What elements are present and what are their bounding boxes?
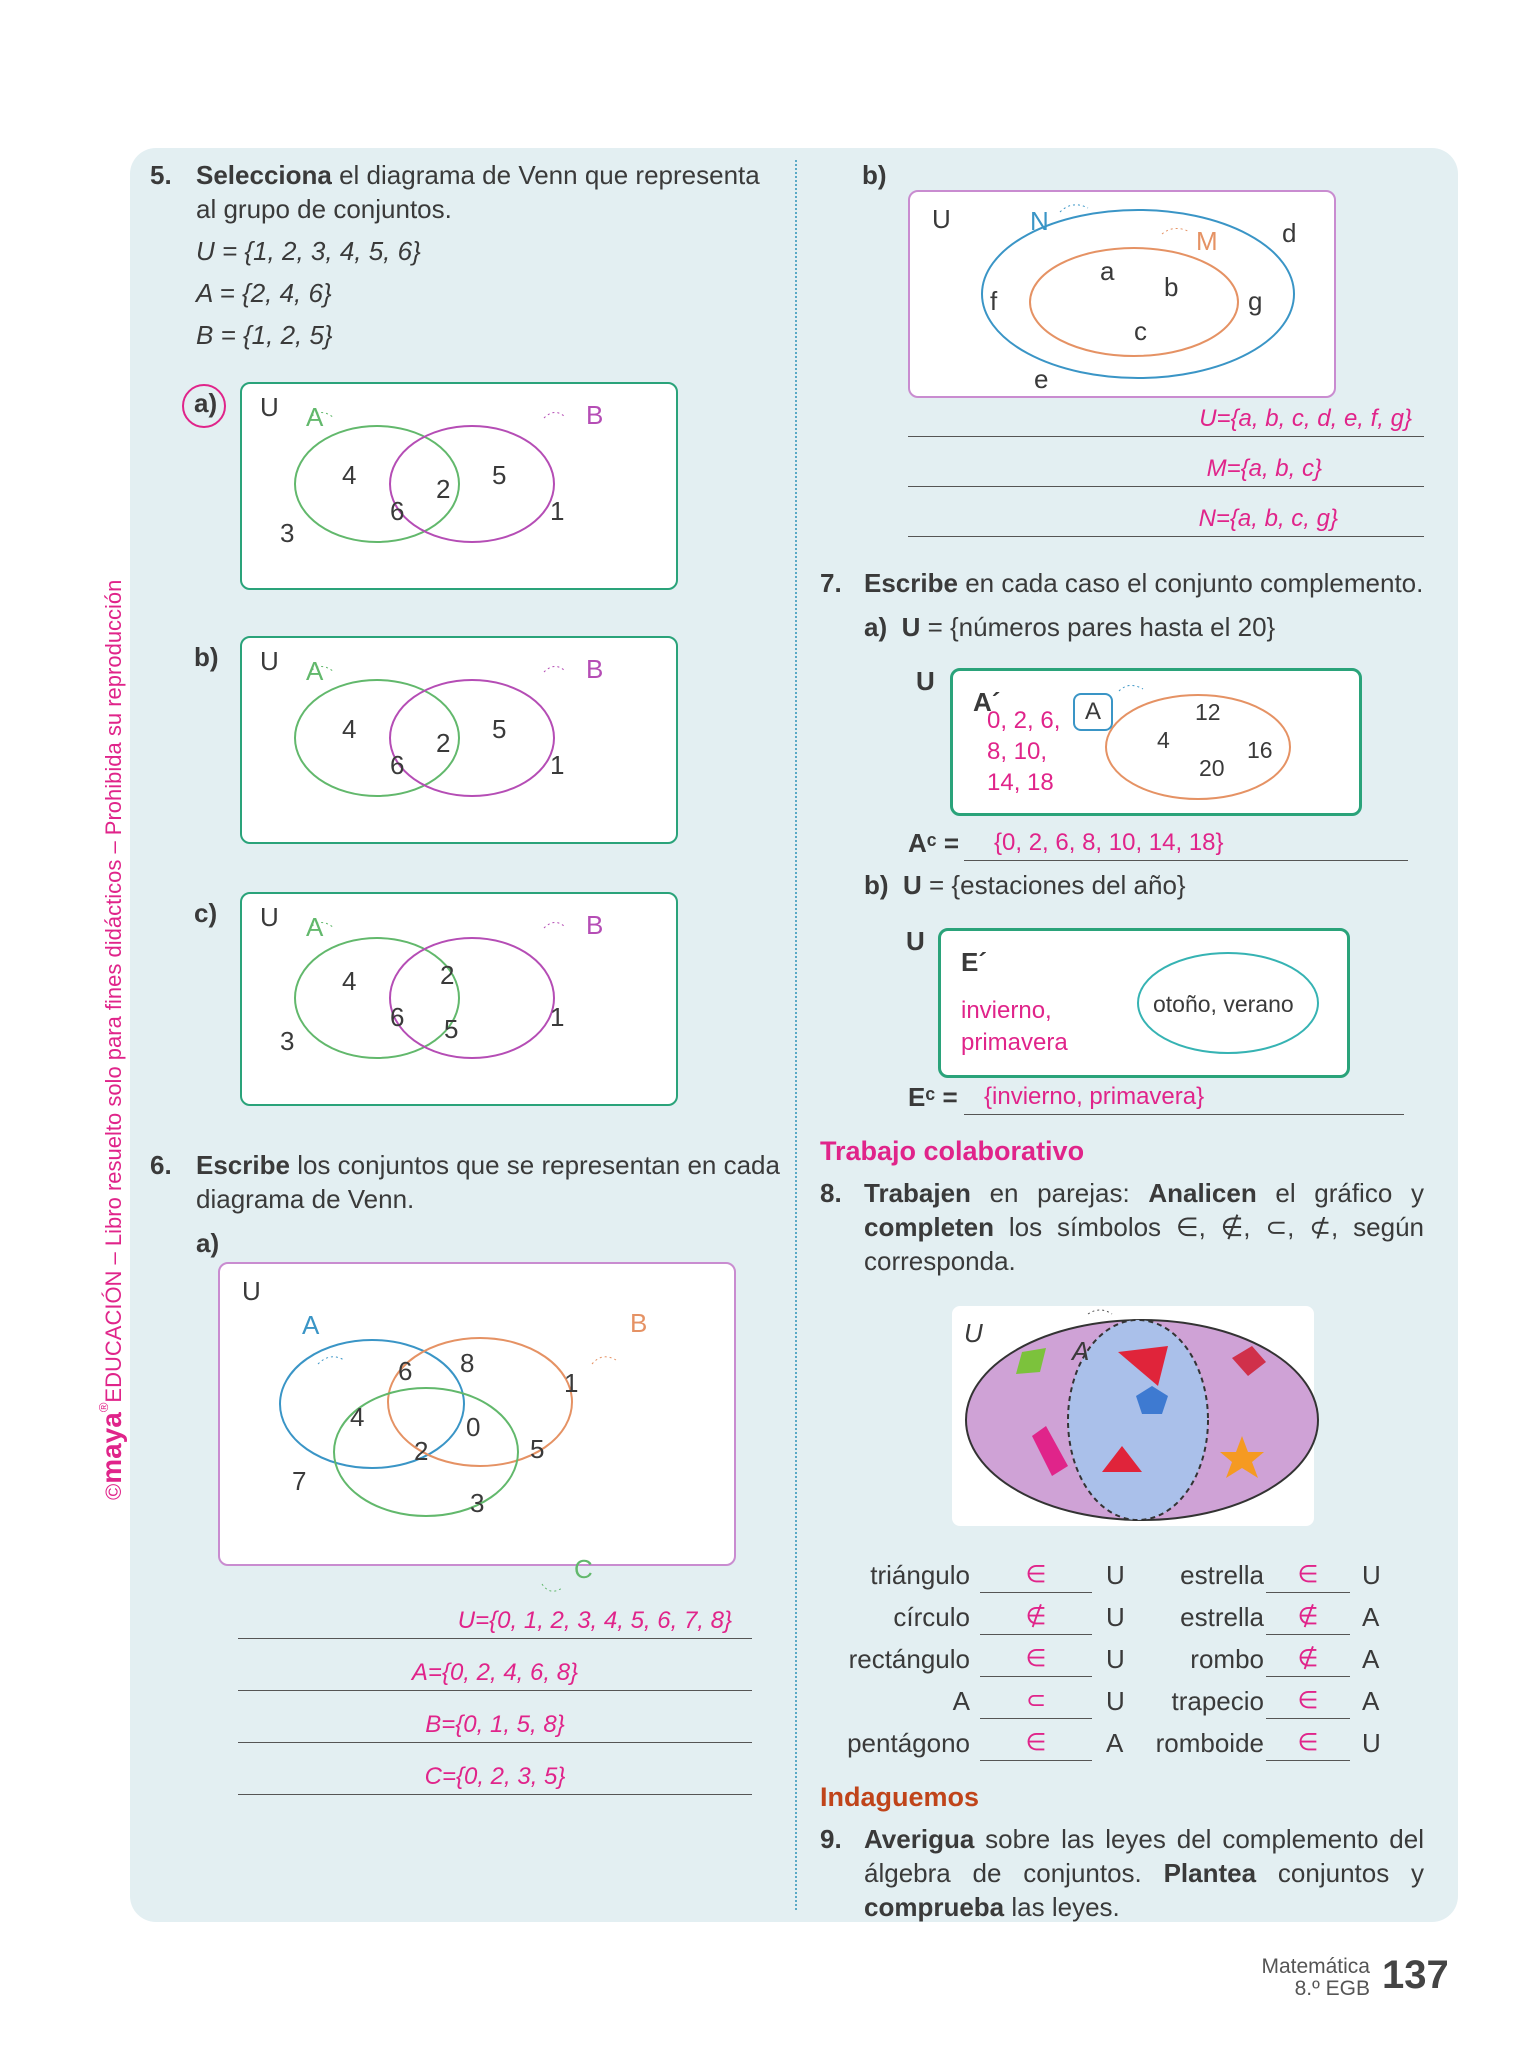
ex9-number: 9.	[820, 1824, 842, 1854]
set-a-circle	[280, 1340, 464, 1468]
answer-line[interactable]: U={0, 1, 2, 3, 4, 5, 6, 7, 8}	[238, 1604, 752, 1639]
element: d	[1282, 218, 1297, 248]
set-m-label: M	[1196, 226, 1218, 256]
row-set: A	[1362, 1644, 1380, 1674]
element: 5	[492, 714, 507, 744]
set-a-circle	[295, 938, 459, 1058]
complement-b-result-label: Eᶜ =	[908, 1082, 958, 1112]
option-c-label[interactable]: c)	[194, 898, 218, 928]
ex6-a-label: a)	[196, 1228, 220, 1258]
set-a-circle	[295, 680, 459, 796]
element: 4	[350, 1402, 365, 1432]
element: 12	[1195, 699, 1221, 725]
answer-line[interactable]: {0, 2, 6, 8, 10, 14, 18}	[964, 826, 1408, 861]
complement-elements: 0, 2, 6, 8, 10, 14, 18	[987, 707, 1061, 796]
element: 6	[390, 750, 405, 780]
complement-diagram-b	[938, 928, 1350, 1078]
element: a	[1100, 256, 1115, 286]
option-b-label[interactable]: b)	[194, 642, 219, 672]
universe-label: U	[932, 204, 951, 234]
section-title-indaguemos: Indaguemos	[820, 1782, 980, 1812]
ex5-statement: Selecciona el diagrama de Venn que representa	[196, 160, 760, 190]
symbol-blank[interactable]: ∈	[1266, 1726, 1350, 1761]
symbol-blank[interactable]: ∈	[980, 1558, 1092, 1593]
set-a-label: A	[306, 656, 324, 686]
set-a-circle	[295, 426, 459, 542]
answer-line[interactable]: A={0, 2, 4, 6, 8}	[238, 1656, 752, 1691]
inner-set-elements: otoño, verano	[1153, 991, 1294, 1017]
answer-line[interactable]: U={a, b, c, d, e, f, g}	[908, 402, 1424, 437]
row-label: estrella	[1180, 1602, 1264, 1632]
universe-label: U	[260, 392, 279, 422]
element: 4	[342, 714, 357, 744]
universe-label: U	[906, 926, 925, 956]
set-a-tag: A	[1073, 693, 1113, 731]
set-b-label: B	[586, 400, 604, 430]
section-title-collab: Trabajo colaborativo	[820, 1136, 1085, 1166]
set-n-label: N	[1030, 206, 1049, 236]
ex5-number: 5.	[150, 160, 172, 190]
set-b-label: B	[586, 910, 604, 940]
complement-diagram-a	[950, 668, 1362, 816]
symbol-blank[interactable]: ∈	[980, 1726, 1092, 1761]
element: 0	[466, 1412, 481, 1442]
row-set: A	[1106, 1728, 1124, 1758]
element: b	[1164, 272, 1179, 302]
element: 3	[280, 1026, 295, 1056]
element: f	[990, 286, 998, 316]
element: 5	[530, 1434, 545, 1464]
element: 1	[564, 1368, 579, 1398]
element: 1	[550, 750, 565, 780]
venn-option-b[interactable]	[240, 636, 678, 844]
answer-line[interactable]: {invierno, primavera}	[964, 1080, 1404, 1115]
row-set: A	[1362, 1686, 1380, 1716]
complement-elements: invierno, primavera	[961, 997, 1068, 1056]
symbol-blank[interactable]: ∈	[980, 1642, 1092, 1677]
ex6-statement: Escribe los conjuntos que se representan en cada	[196, 1150, 780, 1180]
universe-label: U	[242, 1276, 261, 1306]
footer-subject: Matemática	[1261, 1955, 1370, 1978]
element: 1	[550, 496, 565, 526]
row-label: romboide	[1155, 1728, 1264, 1758]
maya-logo: maya	[96, 1412, 127, 1484]
row-label: estrella	[1180, 1560, 1264, 1590]
set-b-label: B	[630, 1308, 648, 1338]
footer	[1180, 1956, 1370, 2000]
row-label: A	[952, 1686, 970, 1716]
symbol-blank[interactable]: ∉	[1266, 1600, 1350, 1635]
answer-line[interactable]: N={a, b, c, g}	[908, 502, 1424, 537]
row-set: U	[1362, 1560, 1381, 1590]
element: 6	[390, 496, 405, 526]
element: 7	[292, 1466, 307, 1496]
element: 3	[280, 518, 295, 548]
set-b-circle	[390, 938, 554, 1058]
ex7-b-statement: b) U = {estaciones del año}	[864, 870, 1186, 900]
universe-label: U	[916, 666, 935, 696]
set-u: U = {1, 2, 3, 4, 5, 6}	[196, 236, 421, 266]
set-a: A = {2, 4, 6}	[196, 278, 332, 308]
set-b-circle	[390, 680, 554, 796]
element: 8	[460, 1348, 475, 1378]
row-label: trapecio	[1171, 1686, 1264, 1716]
venn-ex6-a	[218, 1262, 736, 1566]
complement-label: A´	[973, 687, 1001, 717]
element: 2	[440, 960, 455, 990]
venn-ex6-b	[908, 190, 1336, 398]
set-a-label: A	[306, 402, 324, 432]
row-label: rombo	[1190, 1644, 1264, 1674]
set-a-label: A	[302, 1310, 320, 1340]
row-set: U	[1106, 1644, 1125, 1674]
element: 2	[436, 474, 451, 504]
row-set: A	[1362, 1602, 1380, 1632]
row-label: círculo	[893, 1602, 970, 1632]
row-label: pentágono	[847, 1728, 970, 1758]
ex9-statement: Averigua sobre las leyes del complemento del álgebra de conjuntos. Plantea conjuntos y comprueba las leyes.	[864, 1824, 1425, 1922]
row-set: U	[1362, 1728, 1381, 1758]
element: 16	[1247, 737, 1273, 763]
element: 5	[444, 1014, 459, 1044]
complement-label: E´	[961, 947, 987, 977]
element: 4	[342, 966, 357, 996]
ex8-number: 8.	[820, 1178, 842, 1208]
ex7-statement: Escribe en cada caso el conjunto complemento.	[864, 568, 1424, 598]
set-b: B = {1, 2, 5}	[196, 320, 333, 350]
complement-a-result-label: Aᶜ =	[908, 828, 960, 858]
set-b-circle	[390, 426, 554, 542]
answer-line[interactable]: M={a, b, c}	[908, 452, 1424, 487]
universe-label: U	[964, 1318, 983, 1348]
element: 1	[550, 1002, 565, 1032]
row-set: U	[1106, 1602, 1125, 1632]
ex6-b-label: b)	[862, 160, 887, 190]
page-number: 137	[1382, 1953, 1449, 1997]
ex6-number: 6.	[150, 1150, 172, 1180]
row-label: triángulo	[870, 1560, 970, 1590]
ex5-statement-2: al grupo de conjuntos.	[196, 194, 452, 224]
symbol-blank[interactable]: ∈	[1266, 1684, 1350, 1719]
answer-line[interactable]: B={0, 1, 5, 8}	[238, 1708, 752, 1743]
element: 6	[390, 1002, 405, 1032]
element: g	[1248, 286, 1263, 316]
ex8-statement: Trabajen en parejas: Analicen el gráfico y completen los símbolos ∈, ∉, ⊂, ⊄, según corresponda.	[864, 1178, 1424, 1276]
venn-option-c[interactable]	[240, 892, 678, 1106]
symbol-blank[interactable]: ∉	[1266, 1642, 1350, 1677]
ex7-number: 7.	[820, 568, 842, 598]
ex6-statement-2: diagrama de Venn.	[196, 1184, 415, 1214]
row-set: U	[1106, 1560, 1125, 1590]
element: 4	[342, 460, 357, 490]
element: c	[1134, 316, 1147, 346]
set-a-label: A	[306, 912, 324, 942]
shapes-graphic	[952, 1306, 1314, 1526]
element: 3	[470, 1488, 485, 1518]
side-note: ©maya®EDUCACIÓN – Libro resuelto solo para fines didácticos – Prohibida su reproducción	[96, 579, 127, 1500]
set-b-label: B	[586, 654, 604, 684]
universe-label: U	[260, 646, 279, 676]
answer-line[interactable]: C={0, 2, 3, 5}	[238, 1760, 752, 1795]
element: 5	[492, 460, 507, 490]
row-label: rectángulo	[848, 1644, 970, 1674]
venn-option-a[interactable]	[240, 382, 678, 590]
symbol-blank[interactable]: ∉	[980, 1600, 1092, 1635]
set-a-label: A	[1072, 1336, 1090, 1366]
row-set: U	[1106, 1686, 1125, 1716]
element: e	[1034, 364, 1049, 394]
universe-label: U	[260, 902, 279, 932]
element: 2	[414, 1436, 429, 1466]
element: 20	[1199, 755, 1225, 781]
symbol-blank[interactable]: ∈	[1266, 1558, 1350, 1593]
shapes-figure	[952, 1306, 1314, 1526]
set-c-label: C	[574, 1554, 593, 1584]
element: 6	[398, 1356, 413, 1386]
footer-grade: 8.º EGB	[1294, 1977, 1370, 2000]
element: 4	[1157, 727, 1170, 753]
option-a-label[interactable]: a)	[194, 388, 218, 418]
venn-ex6-b-graphic	[910, 192, 1334, 396]
symbol-blank[interactable]: ⊂	[980, 1684, 1092, 1719]
ex7-a-statement: a) U = {números pares hasta el 20}	[864, 612, 1276, 642]
element: 2	[436, 728, 451, 758]
